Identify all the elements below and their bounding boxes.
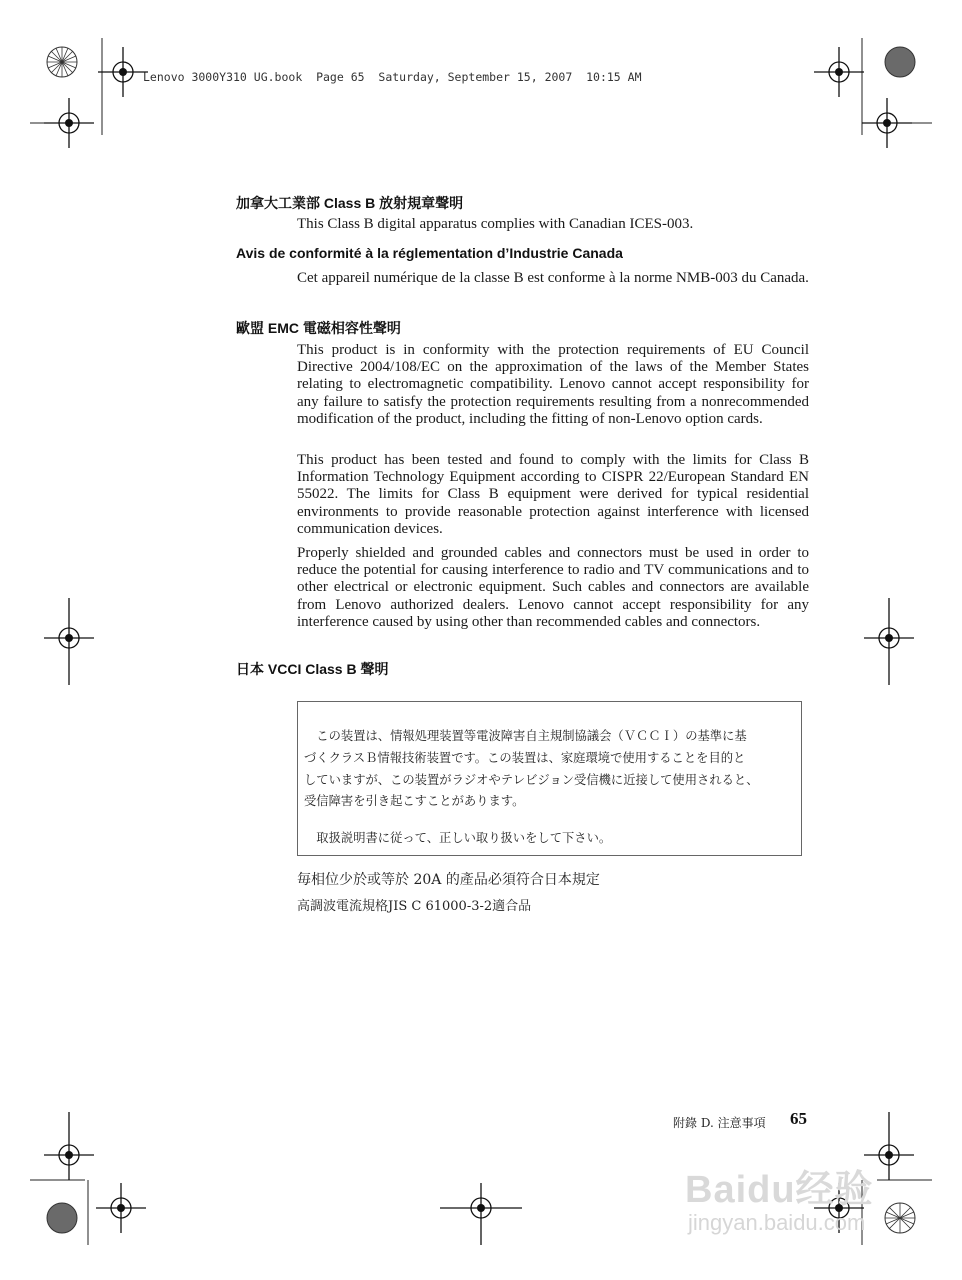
heading-canada-class-b: 加拿大工業部 Class B 放射規章聲明 bbox=[236, 195, 464, 211]
paragraph-nmb: Cet appareil numérique de la classe B est conforme à la norme NMB-003 du Canada. bbox=[297, 270, 809, 286]
heading-eu-emc: 歐盟 EMC 電磁相容性聲明 bbox=[236, 320, 401, 336]
vcci-line: 取扱説明書に従って、正しい取り扱いをして下さい。 bbox=[304, 831, 612, 845]
vcci-line: この装置は、情報処理装置等電波障害自主規制協議会（ＶＣＣＩ）の基準に基 bbox=[304, 729, 747, 743]
baidu-watermark-url: jingyan.baidu.com bbox=[688, 1210, 866, 1235]
print-slug: Lenovo 3000Y310 UG.book Page 65 Saturday, September 15, 2007 10:15 AM bbox=[143, 70, 642, 84]
vcci-line: していますが、この装置がラジオやテレビジョン受信機に近接して使用されると、 bbox=[304, 773, 759, 787]
paragraph-cispr: This product has been tested and found to comply with the limits for Class B Information Technology Equipment according to CISPR 22/European Standard EN 55022. The limits for Class B equipment were derived for typical residential environments to provide reasonable protection against interference with licensed communication devices. bbox=[297, 452, 809, 537]
paragraph-eu-directive: This product is in conformity with the protection requirements of EU Council Directive 2004/108/EC on the approximation of the laws of the Member States relating to electromagnetic compatibility. Lenovo cannot accept responsibility for any failure to satisfy the protection requirements resulting from a nonrecommended modification of the product, including the fitting of non-Lenovo option cards. bbox=[297, 342, 809, 427]
japan-20a-note: 毎相位少於或等於 20A 的產品必須符合日本規定 bbox=[297, 872, 600, 888]
vcci-line: づくクラスＢ情報技術装置です。この装置は、家庭環境で使用することを目的と bbox=[304, 751, 746, 765]
heading-vcci: 日本 VCCI Class B 聲明 bbox=[236, 661, 389, 677]
baidu-watermark-logo: Baidu经验 bbox=[685, 1169, 874, 1211]
appendix-label: 附錄 D. 注意事項 bbox=[673, 1116, 766, 1130]
jis-harmonic-note: 高調波電流規格JIS C 61000-3-2適合品 bbox=[297, 899, 532, 914]
paragraph-ices: This Class B digital apparatus complies with Canadian ICES-003. bbox=[297, 216, 694, 232]
vcci-line: 受信障害を引き起こすことがあります。 bbox=[304, 794, 525, 808]
heading-avis-conformite: Avis de conformité à la réglementation d’Industrie Canada bbox=[236, 245, 623, 261]
page-number: 65 bbox=[790, 1109, 807, 1128]
vcci-notice-box bbox=[297, 701, 802, 856]
paragraph-cables: Properly shielded and grounded cables and connectors must be used in order to reduce the potential for causing interference to radio and TV communications and to other electrical or electronic equipment. Such cables and connectors are available from Lenovo authorized dealers. Lenovo cannot accept responsibility for any interference caused by using other than recommended cables and connectors. bbox=[297, 545, 809, 630]
